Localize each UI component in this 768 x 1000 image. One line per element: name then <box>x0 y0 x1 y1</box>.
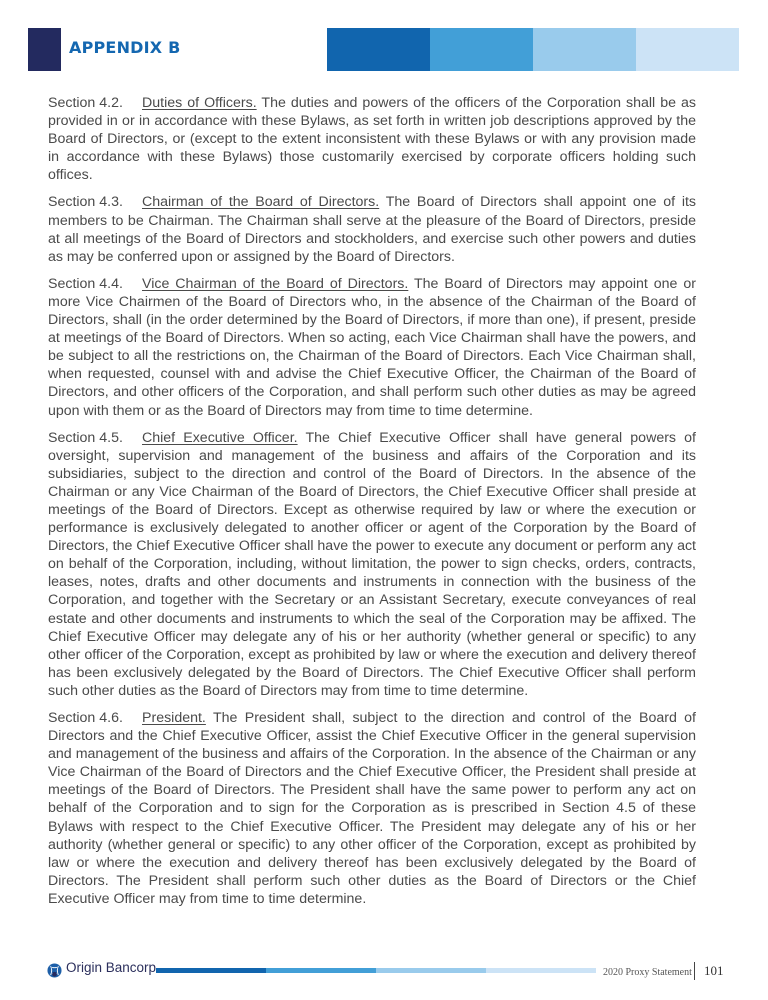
footer-bar-3 <box>376 968 486 973</box>
section-number: Section 4.5. <box>48 429 123 446</box>
section-number: Section 4.2. <box>48 95 123 111</box>
header-bar-2 <box>430 28 533 71</box>
footer-bar-1 <box>156 968 266 973</box>
section-text: The President shall, subject to the direction and control of the Board of Directors and the Chief Executive Officer, assist the Chief Executive Officer in the general supervision and management of the business and affairs of the Corporation. In the absence of the Chairman or any Vice Chairman of the Board of Directors and the Chief Executive Officer, the President shall preside at meetings of the Board of Directors. The President shall have the same power to perform any act on behalf of the Corporation and to sign for the Corporation as is prescribed in Section 4.5 of these Bylaws with respect to the Chief Executive Officer. The President may delegate any of his or her authority (whether general or specific) to any other officer of the Corporation, except as prohibited by law or where the execution and delivery thereof has been exclusively delegated by the Board of Directors. The President shall perform such other duties as the Board of Directors or the Chief Executive Officer may from time to time determine. <box>48 710 696 907</box>
section-title: Chief Executive Officer. <box>142 429 298 446</box>
page-number: 101 <box>704 963 724 978</box>
footer-divider <box>694 962 695 980</box>
section-text: The Board of Directors shall appoint one of its members to be Chairman. The Chairman shall serve at the pleasure of the Board of Directors, preside at all meetings of the Board of Directors and stockholders, and exercise such other powers and duties as may be conferred upon or assigned by the Board of Directors. <box>48 194 697 265</box>
header-bar-3 <box>533 28 636 71</box>
appendix-title: APPENDIX B <box>69 38 181 57</box>
footer-color-bars <box>156 968 596 973</box>
section-4-5 <box>48 429 696 700</box>
section-title: Chairman of the Board of Directors. <box>142 194 380 211</box>
section-4-2 <box>48 94 696 184</box>
origin-bancorp-logo-icon <box>47 963 62 978</box>
section-title: Vice Chairman of the Board of Directors. <box>142 275 409 292</box>
section-text: The duties and powers of the officers of the Corporation shall be as provided in or in accordance with these Bylaws, as set forth in written job descriptions approved by the Board of Directors, or (except to the extent inconsistent with these Bylaws or with any provision made in accordance with these Bylaws) those customarily exercised by corporate officers holding such offices. <box>48 95 696 184</box>
footer-bar-2 <box>266 968 376 973</box>
document-body <box>48 94 696 917</box>
header-bar-4 <box>636 28 739 71</box>
company-name: Origin Bancorp <box>66 960 157 975</box>
header-square <box>28 28 61 71</box>
section-title: President. <box>142 710 206 726</box>
section-title: Duties of Officers. <box>142 95 257 111</box>
section-text: The Chief Executive Officer shall have general powers of oversight, supervision and management of the business and affairs of the Corporation and its subsidiaries, subject to the direction and control of the Board of Directors. In the absence of the Chairman or any Vice Chairman of the Board of Directors, the Chief Executive Officer shall preside at meetings of the Board of Directors. Except as otherwise required by law or where the execution or performance is exclusively delegated to another officer or agent of the Corporation by the Board of Directors, the Chief Executive Officer shall have the power to execute any document or perform any act on behalf of the Corporation, including, without limitation, the power to sign checks, orders, contracts, leases, notes, drafts and other documents and instruments in connection with the business of the Corporation, and together with the Secretary or an Assistant Secretary, execute conveyances of real estate and other documents and instruments to which the seal of the Corporation may be affixed. The Chief Executive Officer may delegate any of his or her authority (whether general or specific) to any other officer of the Corporation, except as prohibited by law or where the execution and delivery thereof has been exclusively delegated by the Board of Directors. The Chief Executive Officer shall perform such other duties as the Board of Directors may from time to time determine. <box>48 429 696 699</box>
section-4-6 <box>48 709 696 908</box>
header-bar-1 <box>327 28 430 71</box>
section-number: Section 4.4. <box>48 275 123 292</box>
page-footer <box>0 955 768 985</box>
section-number: Section 4.3. <box>48 194 123 211</box>
document-name: 2020 Proxy Statement <box>603 967 692 978</box>
section-text: The Board of Directors may appoint one or more Vice Chairmen of the Board of Directors who, in the absence of the Chairman of the Board of Directors, shall (in the order determined by the Board of Directors, if more than one), if present, preside at meetings of the Board of Directors. When so acting, each Vice Chairman shall have the powers, and be subject to all the restrictions on, the Chairman of the Board of Directors. Each Vice Chairman shall, when requested, counsel with and advise the Chief Executive Officer, the Chairman of the Board of Directors, and other officers of the Corporation, and shall perform such other duties as may be agreed upon with them or as the Board of Directors may from time to time determine. <box>48 275 696 419</box>
section-number: Section 4.6. <box>48 710 123 726</box>
header-color-bars <box>327 28 739 71</box>
footer-bar-4 <box>486 968 596 973</box>
section-4-3 <box>48 193 696 265</box>
section-4-4 <box>48 275 696 420</box>
